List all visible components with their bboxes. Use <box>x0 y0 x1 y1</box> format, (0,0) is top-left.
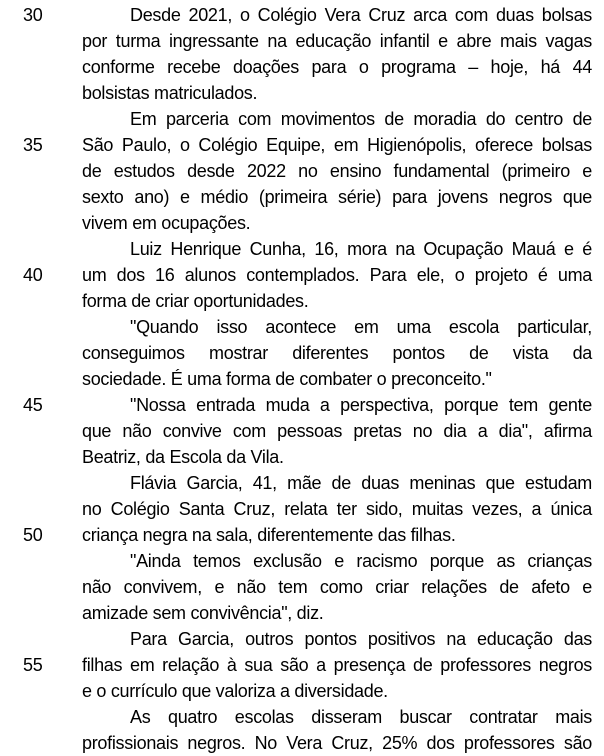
line-number: 45 <box>23 395 43 415</box>
line-number: 55 <box>23 655 43 675</box>
line-text: "Ainda temos exclusão e racismo porque as crianças <box>130 551 592 571</box>
text-line-row <box>0 626 604 652</box>
text-line-row <box>0 522 604 548</box>
text-line-row <box>0 392 604 418</box>
line-text: bolsistas matriculados. <box>82 83 258 103</box>
text-line-row <box>0 678 604 704</box>
text-line-row <box>0 730 604 756</box>
line-text: "Nossa entrada muda a perspectiva, porque tem gente <box>130 395 592 415</box>
text-line-row <box>0 184 604 210</box>
line-number <box>0 236 82 262</box>
line-number <box>0 210 82 236</box>
line-text: criança negra na sala, diferentemente das filhas. <box>82 525 456 545</box>
line-text: por turma ingressante na educação infantil e abre mais vagas <box>82 31 592 51</box>
text-line-row <box>0 54 604 80</box>
line-text: sexto ano) e médio (primeira série) para jovens negros que <box>82 187 592 207</box>
line-number <box>0 418 82 444</box>
line-text: vivem em ocupações. <box>82 213 251 233</box>
line-number: 50 <box>23 525 43 545</box>
line-number <box>0 730 82 756</box>
line-text: filhas em relação à sua são a presença de professores negros <box>82 655 592 675</box>
text-line-row <box>0 444 604 470</box>
line-text: forma de criar oportunidades. <box>82 291 309 311</box>
line-number <box>0 548 82 574</box>
line-number <box>0 28 82 54</box>
text-line-row <box>0 314 604 340</box>
text-line-row <box>0 548 604 574</box>
line-text: amizade sem convivência", diz. <box>82 603 324 623</box>
line-number <box>0 340 82 366</box>
line-text: não convivem, e não tem como criar relações de afeto e <box>82 577 592 597</box>
line-number <box>0 626 82 652</box>
line-text: Beatriz, da Escola da Vila. <box>82 447 284 467</box>
line-text: Desde 2021, o Colégio Vera Cruz arca com duas bolsas <box>130 5 592 25</box>
text-line-row <box>0 158 604 184</box>
line-number <box>0 288 82 314</box>
text-line-row <box>0 340 604 366</box>
line-text: "Quando isso acontece em uma escola particular, <box>130 317 592 337</box>
line-number <box>0 314 82 340</box>
line-text: e o currículo que valoriza a diversidade. <box>82 681 388 701</box>
line-number <box>0 574 82 600</box>
line-text: Flávia Garcia, 41, mãe de duas meninas que estudam <box>130 473 592 493</box>
line-number <box>0 366 82 392</box>
line-text: de estudos desde 2022 no ensino fundamental (primeiro e <box>82 161 592 181</box>
line-text: sociedade. É uma forma de combater o preconceito." <box>82 369 492 389</box>
text-line-row <box>0 2 604 28</box>
line-number: 40 <box>23 265 43 285</box>
line-number <box>0 158 82 184</box>
line-text: Luiz Henrique Cunha, 16, mora na Ocupação Mauá e é <box>130 239 592 259</box>
line-number <box>0 470 82 496</box>
text-line-row <box>0 106 604 132</box>
line-number <box>0 184 82 210</box>
line-number <box>0 444 82 470</box>
line-number <box>0 54 82 80</box>
line-number <box>0 678 82 704</box>
line-number <box>0 496 82 522</box>
line-text: um dos 16 alunos contemplados. Para ele, o projeto é uma <box>82 265 592 285</box>
text-line-row <box>0 132 604 158</box>
text-line-row <box>0 236 604 262</box>
text-line-row <box>0 704 604 730</box>
text-line-row <box>0 80 604 106</box>
line-number: 35 <box>23 135 43 155</box>
passage-text-block <box>0 2 604 756</box>
line-text: no Colégio Santa Cruz, relata ter sido, muitas vezes, a única <box>82 499 592 519</box>
line-number <box>0 600 82 626</box>
line-number <box>0 106 82 132</box>
text-line-row <box>0 262 604 288</box>
text-line-row <box>0 470 604 496</box>
line-text: São Paulo, o Colégio Equipe, em Higienópolis, oferece bolsas <box>82 135 592 155</box>
text-line-row <box>0 496 604 522</box>
text-line-row <box>0 600 604 626</box>
line-text: conseguimos mostrar diferentes pontos de vista da <box>82 343 592 363</box>
text-line-row <box>0 574 604 600</box>
line-number <box>0 80 82 106</box>
text-line-row <box>0 288 604 314</box>
line-text: Em parceria com movimentos de moradia do centro de <box>130 109 592 129</box>
line-text: profissionais negros. No Vera Cruz, 25% dos professores são <box>82 733 592 753</box>
line-number <box>0 704 82 730</box>
text-line-row <box>0 366 604 392</box>
text-line-row <box>0 210 604 236</box>
line-text: Para Garcia, outros pontos positivos na educação das <box>130 629 592 649</box>
line-text: As quatro escolas disseram buscar contratar mais <box>130 707 592 727</box>
text-line-row <box>0 418 604 444</box>
text-line-row <box>0 28 604 54</box>
text-line-row <box>0 652 604 678</box>
line-text: conforme recebe doações para o programa – hoje, há 44 <box>82 57 592 77</box>
line-text: que não convive com pessoas pretas no dia a dia", afirma <box>82 421 592 441</box>
line-number: 30 <box>23 5 43 25</box>
